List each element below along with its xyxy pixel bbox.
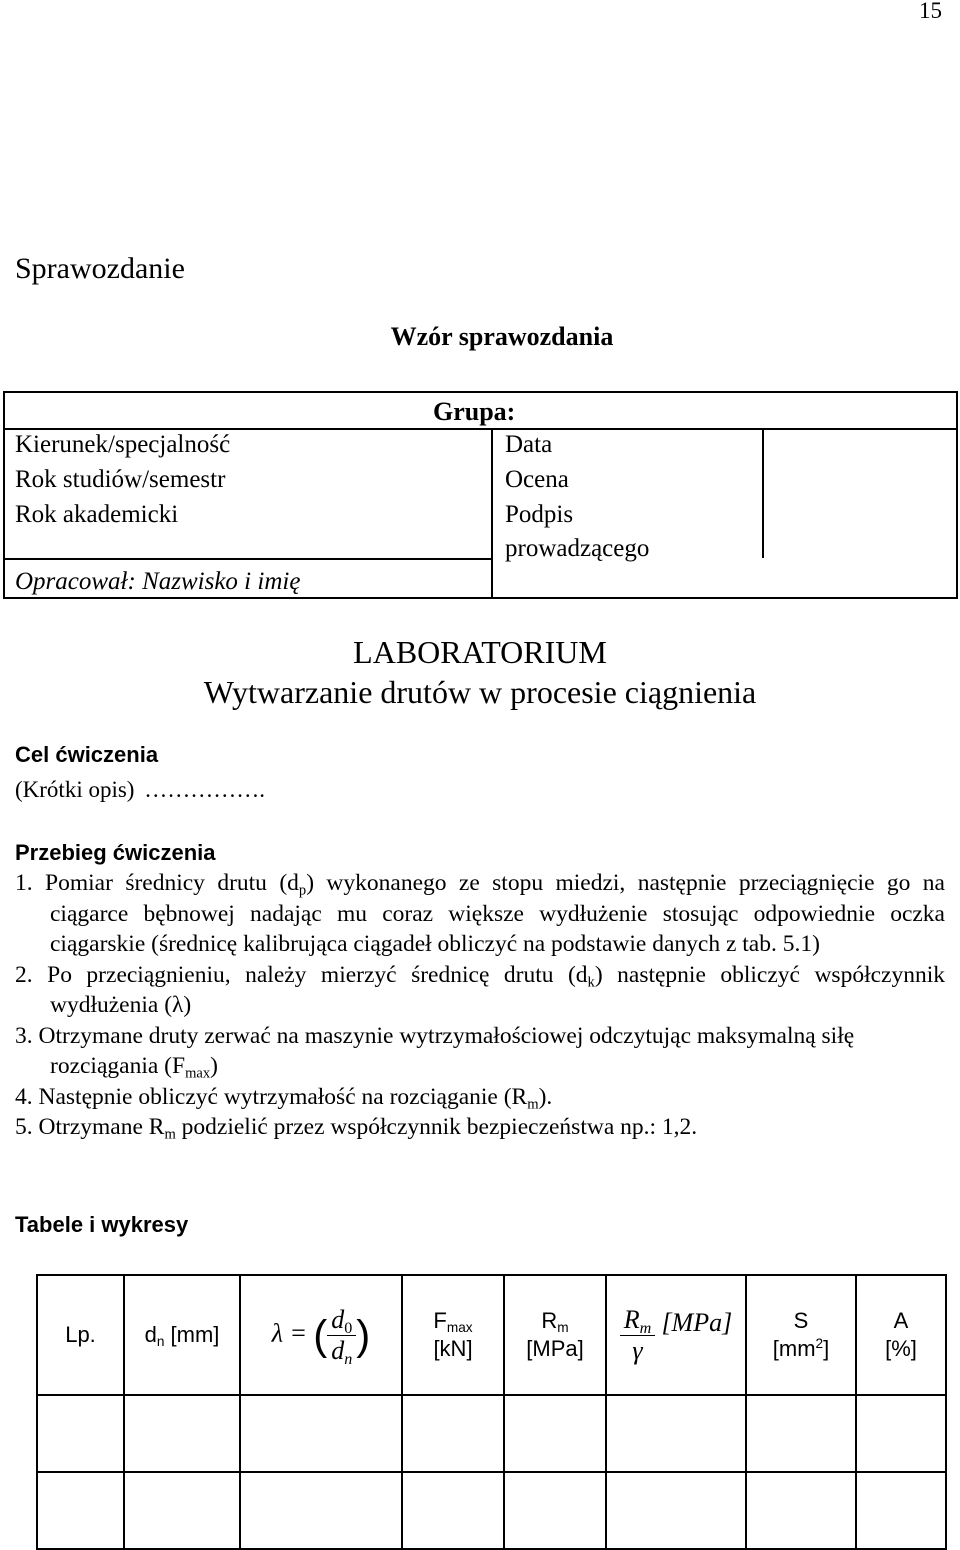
lab-title (0, 632, 960, 712)
lab-title-line2: Wytwarzanie drutów w procesie ciągnienia (203, 674, 757, 710)
field-label-author: Opracował: Nazwisko i imię (15, 568, 301, 595)
col-rm: $R_m$ [MPa] (504, 1275, 606, 1395)
field-label-kierunek: Kierunek/specjalność (15, 431, 231, 458)
procedure-step: 2. Po przeciągnieniu, należy mierzyć średnicę drutu $(d_k)$ następnie obliczyć współczynnik wydłużenia (λ) (15, 961, 946, 1018)
procedure-step: 5. Otrzymane $R_m$ podzielić przez współczynnik bezpieczeństwa np.: 1,2. (15, 1114, 698, 1143)
goal-heading: Cel ćwiczenia (15, 742, 159, 767)
procedure-step: 1. Pomiar średnicy drutu $(d_p)$ wykonanego ze stopu miedzi, następnie przeciągnięcie go na ciągarce bębnowej nadając mu coraz większe wydłużenie stosując odpowiednie oczka ciągarskie (średnicę kalibrująca ciągadeł obliczyć na podstawie danych z tab. 5.1) (15, 870, 945, 957)
info-value-divider (762, 428, 764, 558)
goal-prefix: (Krótki opis) (15, 777, 135, 802)
col-lp: Lp. (37, 1275, 124, 1395)
info-author-divider (5, 558, 492, 560)
field-label-signature-2: prowadzącego (505, 535, 650, 562)
table-row (37, 1395, 946, 1472)
field-label-rok-studiow: Rok studiów/semestr (15, 466, 226, 493)
report-info-table (3, 391, 958, 599)
field-label-signature: Podpis (505, 501, 574, 528)
table-row (37, 1472, 946, 1549)
col-a: A [%] (856, 1275, 946, 1395)
procedure-steps (15, 868, 945, 1143)
procedure-heading: Przebieg ćwiczenia (15, 840, 216, 865)
results-table (36, 1274, 947, 1550)
form-title: Wzór sprawozdania (390, 322, 614, 351)
col-dn: $d_n$ [mm] (124, 1275, 240, 1395)
col-rm-gamma: $\frac{R_m}{\gamma}$ [MPa] (606, 1275, 746, 1395)
info-column-divider (491, 428, 493, 599)
goal-text (15, 775, 265, 805)
group-label: Grupa: (433, 397, 516, 426)
lab-title-line1: LABORATORIUM (353, 634, 607, 670)
field-label-grade: Ocena (505, 466, 569, 493)
goal-dots: ……………. (144, 777, 265, 802)
col-lambda: λ = ( $\frac{d_0}{d_n}$ ) (240, 1275, 402, 1395)
tables-heading: Tabele i wykresy (15, 1212, 189, 1237)
table-header-row (37, 1275, 946, 1395)
procedure-step: 4. Następnie obliczyć wytrzymałość na rozciąganie $(R_m)$. (15, 1083, 553, 1112)
page-number: 15 (919, 0, 942, 23)
document-heading: Sprawozdanie (15, 252, 185, 285)
field-label-rok-akademicki: Rok akademicki (15, 501, 179, 528)
field-label-date: Data (505, 431, 553, 458)
col-fmax: $F_{max}$ [kN] (402, 1275, 504, 1395)
procedure-step: 3. Otrzymane druty zerwać na maszynie wytrzymałościowej odczytując maksymalną siłę rozciągania $(F_{max})$ (15, 1022, 855, 1082)
col-s: S $[mm^2]$ (746, 1275, 856, 1395)
